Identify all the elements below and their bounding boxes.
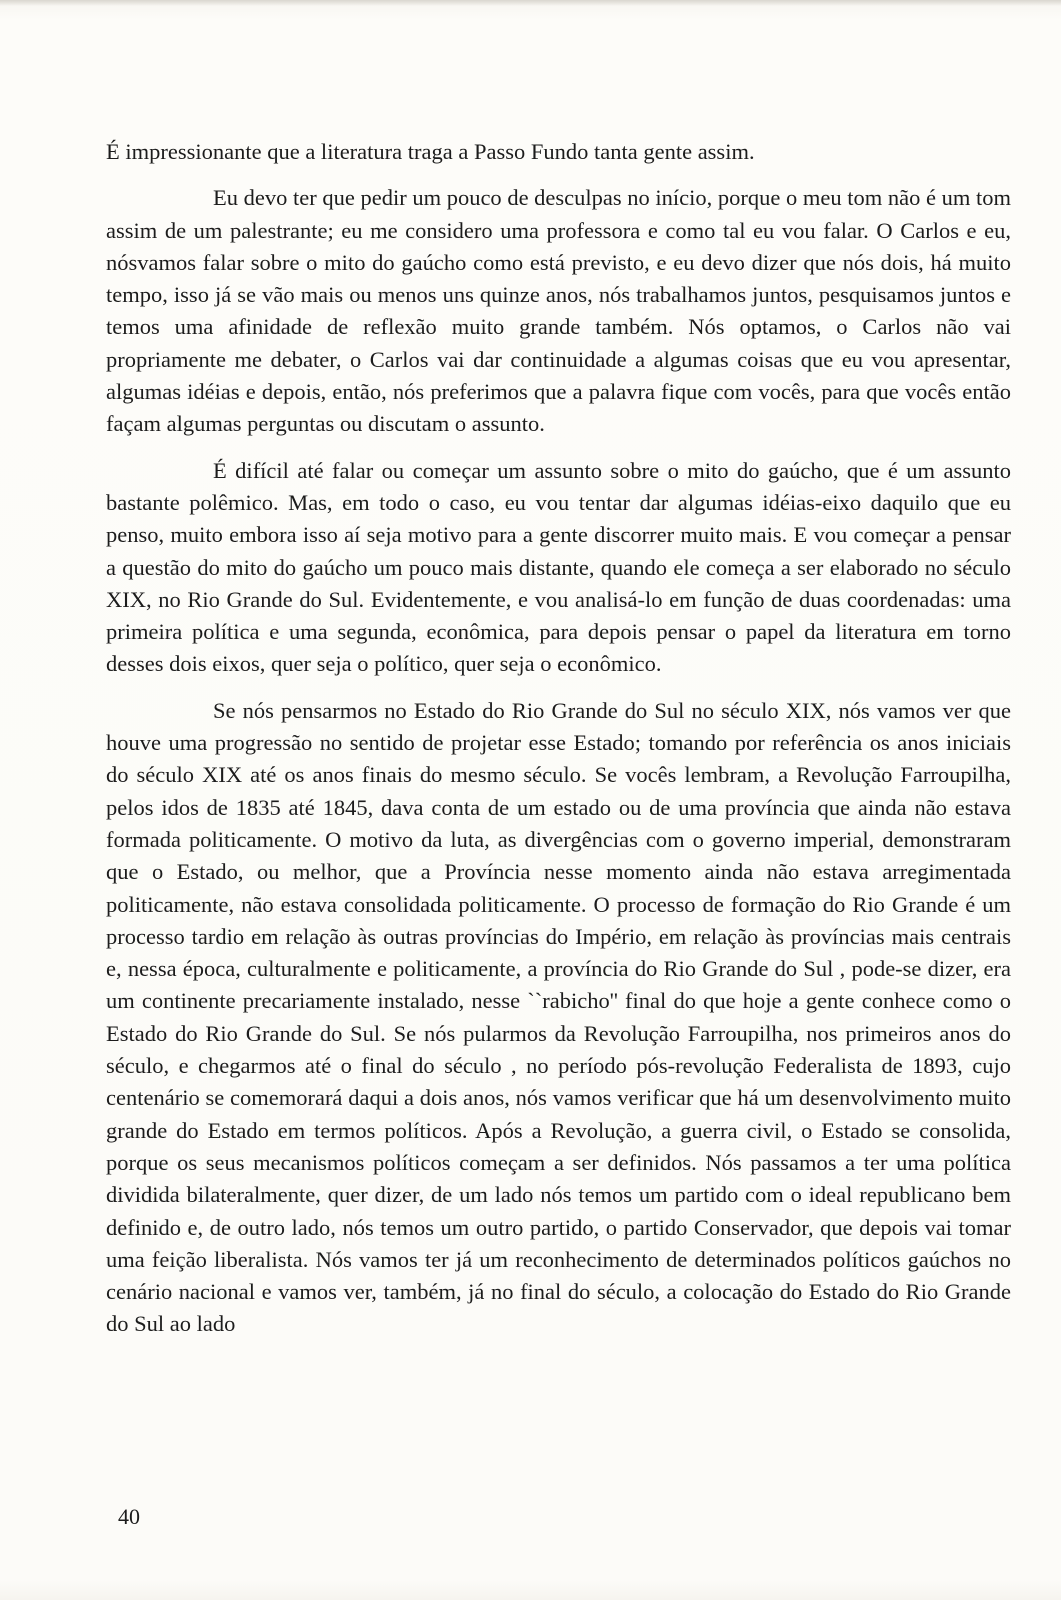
page-top-edge [0, 0, 1061, 6]
lead-line: É impressionante que a literatura traga a Passo Fundo tanta gente assim. [106, 139, 755, 164]
body-text [106, 136, 1011, 1355]
paragraph-2: É difícil até falar ou começar um assunto sobre o mito do gaúcho, que é um assunto bastante polêmico. Mas, em todo o caso, eu vou tentar dar algumas idéias-eixo daquilo que eu penso, muito embora isso aí seja motivo para a gente discorrer muito mais. E vou começar a pensar a questão do mito do gaúcho um pouco mais distante, quando ele começa a ser elaborado no século XIX, no Rio Grande do Sul. Evidentemente, e vou analisá-lo em função de duas coordenadas: uma primeira política e uma segunda, econômica, para depois pensar o papel da literatura em torno desses dois eixos, quer seja o político, quer seja o econômico. [106, 457, 1011, 677]
paragraph-3: Se nós pensarmos no Estado do Rio Grande do Sul no século XIX, nós vamos ver que houve uma progressão no sentido de projetar esse Estado; tomando por referência os anos iniciais do século XIX até os anos finais do mesmo século. Se vocês lembram, a Revolução Farroupilha, pelos idos de 1835 até 1845, dava conta de um estado ou de uma província que ainda não estava formada politicamente. O motivo da luta, as divergências com o governo imperial, demonstraram que o Estado, ou melhor, que a Província nesse momento ainda não estava arregimentada politicamente, não estava consolidada politicamente. O processo de formação do Rio Grande é um processo tardio em relação às outras províncias do Império, em relação às províncias mais centrais e, nessa época, culturalmente e politicamente, a província do Rio Grande do Sul , pode-se dizer, era um continente precariamente instalado, nesse ``rabicho'' final do que hoje a gente conhece como o Estado do Rio Grande do Sul. Se nós pularmos da Revolução Farroupilha, nos primeiros anos do século, e chegarmos até o final do século , no período pós-revolução Federalista de 1893, cujo centenário se comemorará daqui a dois anos, nós vamos verificar que há um desenvolvimento muito grande do Estado em termos políticos. Após a Revolução, a guerra civil, o Estado se consolida, porque os seus mecanismos políticos começam a ser definidos. Nós passamos a ter uma política dividida bilateralmente, quer dizer, de um lado nós temos um partido com o ideal republicano bem definido e, de outro lado, nós temos um outro partido, o partido Conservador, que depois vai tomar uma feição liberalista. Nós vamos ter já um reconhecimento de determinados políticos gaúchos no cenário nacional e vamos ver, também, já no final do século, a colocação do Estado do Rio Grande do Sul ao lado [106, 697, 1011, 1337]
page-number: 40 [118, 1504, 140, 1529]
paragraph-1: Eu devo ter que pedir um pouco de desculpas no início, porque o meu tom não é um tom assim de um palestrante; eu me considero uma professora e como tal eu vou falar. O Carlos e eu, nósvamos falar sobre o mito do gaúcho como está previsto, e eu devo dizer que nós dois, há muito tempo, isso já se vão mais ou menos uns quinze anos, nós trabalhamos juntos, pesquisamos juntos e temos uma afinidade de reflexão muito grande também. Nós optamos, o Carlos não vai propriamente me debater, o Carlos vai dar continuidade a algumas coisas que eu vou apresentar, algumas idéias e depois, então, nós preferimos que a palavra fique com vocês, para que vocês então façam algumas perguntas ou discutam o assunto. [106, 185, 1011, 437]
